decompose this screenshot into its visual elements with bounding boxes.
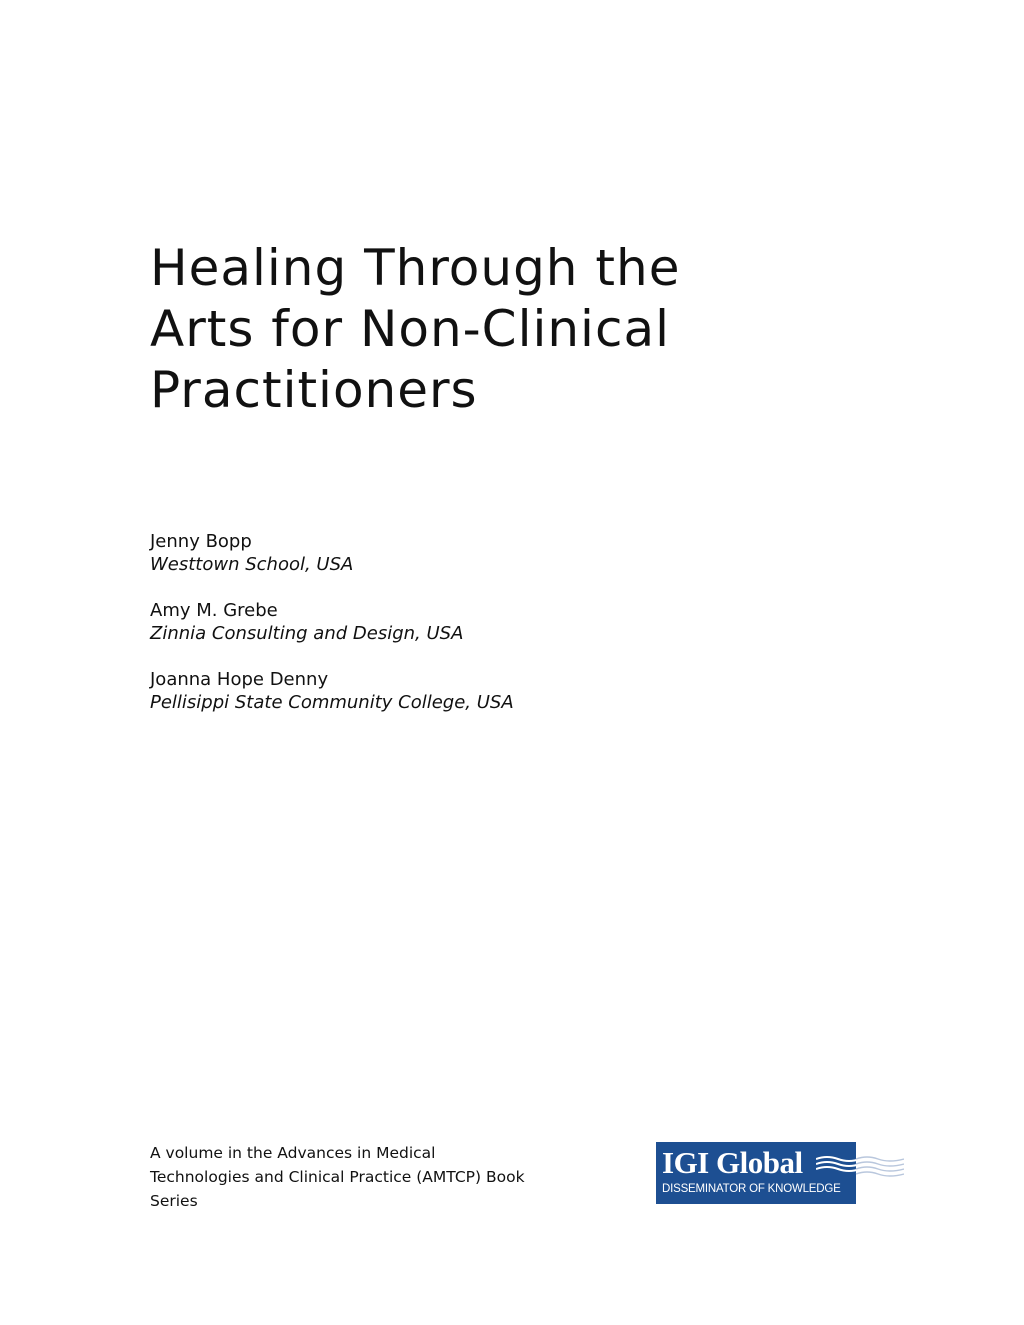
- author-name: Amy M. Grebe: [150, 600, 278, 621]
- author-name: Jenny Bopp: [150, 531, 252, 552]
- book-title-line: Healing Through the: [150, 239, 681, 297]
- author-list: [150, 530, 750, 737]
- book-title-line: Arts for Non-Clinical: [150, 300, 670, 358]
- series-note-line: Series: [150, 1192, 198, 1210]
- author-entry: [150, 668, 750, 714]
- author-affiliation: Westtown School, USA: [150, 554, 354, 575]
- author-entry: [150, 530, 750, 576]
- author-name: Joanna Hope Denny: [150, 669, 329, 690]
- author-affiliation: Pellisippi State Community College, USA: [150, 692, 514, 713]
- series-note: [150, 1141, 570, 1213]
- book-title-line: Practitioners: [150, 361, 478, 419]
- wave-lines-icon: [816, 1154, 904, 1178]
- author-entry: [150, 599, 750, 645]
- series-note-line: A volume in the Advances in Medical: [150, 1144, 436, 1162]
- publisher-logo: [656, 1142, 906, 1204]
- series-note-line: Technologies and Clinical Practice (AMTCP) Book: [150, 1168, 525, 1186]
- publisher-tagline: DISSEMINATOR OF KNOWLEDGE: [662, 1183, 841, 1195]
- author-affiliation: Zinnia Consulting and Design, USA: [150, 623, 464, 644]
- publisher-name: IGI Global: [662, 1145, 803, 1180]
- book-title: [150, 238, 850, 421]
